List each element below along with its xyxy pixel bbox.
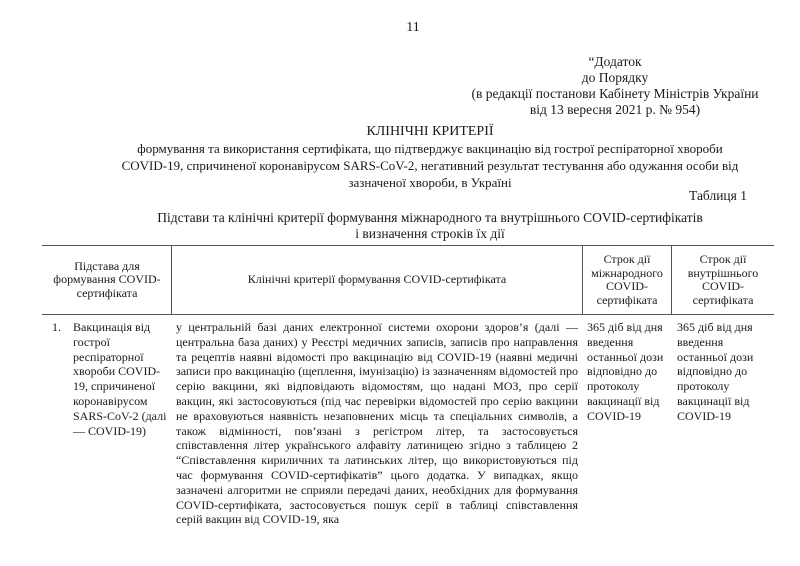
annex-line-1: “Додаток	[588, 54, 642, 69]
subtitle-line-3: зазначеної хвороби, в Україні	[348, 175, 512, 190]
table-header-intl-term: Строк дії міжнародного COVID-сертифіката	[591, 252, 663, 307]
document-title: КЛІНІЧНІ КРИТЕРІЇ	[366, 124, 494, 139]
table-header-criteria: Клінічні критерії формування COVID-сертифіката	[247, 272, 507, 287]
subtitle-line-2: COVID-19, спричиненої коронавірусом SARS-CoV-2, негативний результат тестування або одужання особи від	[121, 158, 739, 173]
document-subtitle	[60, 140, 800, 191]
subtitle-line-1: формування та використання сертифіката, що підтверджує вакцинацію від гострої респіраторної хвороби	[137, 141, 723, 156]
table-number: Таблиця 1	[689, 188, 747, 203]
annex-line-4: від 13 вересня 2021 р. № 954)	[529, 102, 701, 117]
table-divider-3	[671, 245, 672, 315]
table-title-line-1: Підстави та клінічні критерії формування міжнародного та внутрішнього COVID-сертифікатів	[157, 210, 703, 225]
table-header-domestic-term: Строк дії внутрішнього COVID-сертифіката	[687, 252, 759, 307]
row-criteria: у центральній базі даних електронної системи охорони здоров’я (далі — центральна база даних) у Реєстрі медичних записів, записів про направлення та рецептів наявні відомості про вакцинацію від COVID-19 (наявні медичні записи про вакцинацію (щеплення, імунізацію) із зазначенням відомостей про серію вакцини, які відповідають відомостям, що надані МОЗ, про серії вакцин, які застосовуються (під час перевірки відомостей про серію вакцини не враховуються наявність незаповнених місць та спеціальних символів, а також відмінності, пов’язані з регістром літер, та застосовується співставлення літер українського алфавіту латиницею згідно з таблицею 2 “Співставлення кириличних та латинських літер, що використовуються під час формування COVID-сертифікатів” цього додатка. У випадках, якщо зазначені алгоритми не сприяли передачі даних, необхідних для формування COVID-сертифіката, застосовується пошук серії в таблиці співставлення серій вакцин від COVID-19, яка	[176, 320, 578, 527]
row-domestic-term: 365 діб від дня введення останньої дози відповідно до протоколу вакцинації від COVID-19	[677, 320, 754, 423]
page-number: 11	[406, 20, 420, 35]
annex-reference	[470, 54, 760, 118]
row-number: 1.	[52, 320, 61, 334]
table-header-basis: Підстава для формування COVID-сертифіката	[53, 258, 161, 300]
row-intl-term: 365 діб від дня введення останньої дози відповідно до протоколу вакцинації від COVID-19	[587, 320, 664, 423]
table-header-rule	[42, 314, 774, 315]
table-divider-2	[582, 245, 583, 315]
row-basis: Вакцинація від гострої респіраторної хвороби COVID-19, спричиненої коронавірусом SARS-CoV-2 (далі — COVID-19)	[73, 320, 167, 438]
table-title-line-2: і визначення строків їх дії	[355, 226, 505, 241]
annex-line-3: (в редакції постанови Кабінету Міністрів України	[471, 86, 759, 101]
table-divider-1	[171, 245, 172, 315]
table-title	[60, 210, 800, 242]
annex-line-2: до Порядку	[581, 70, 649, 85]
